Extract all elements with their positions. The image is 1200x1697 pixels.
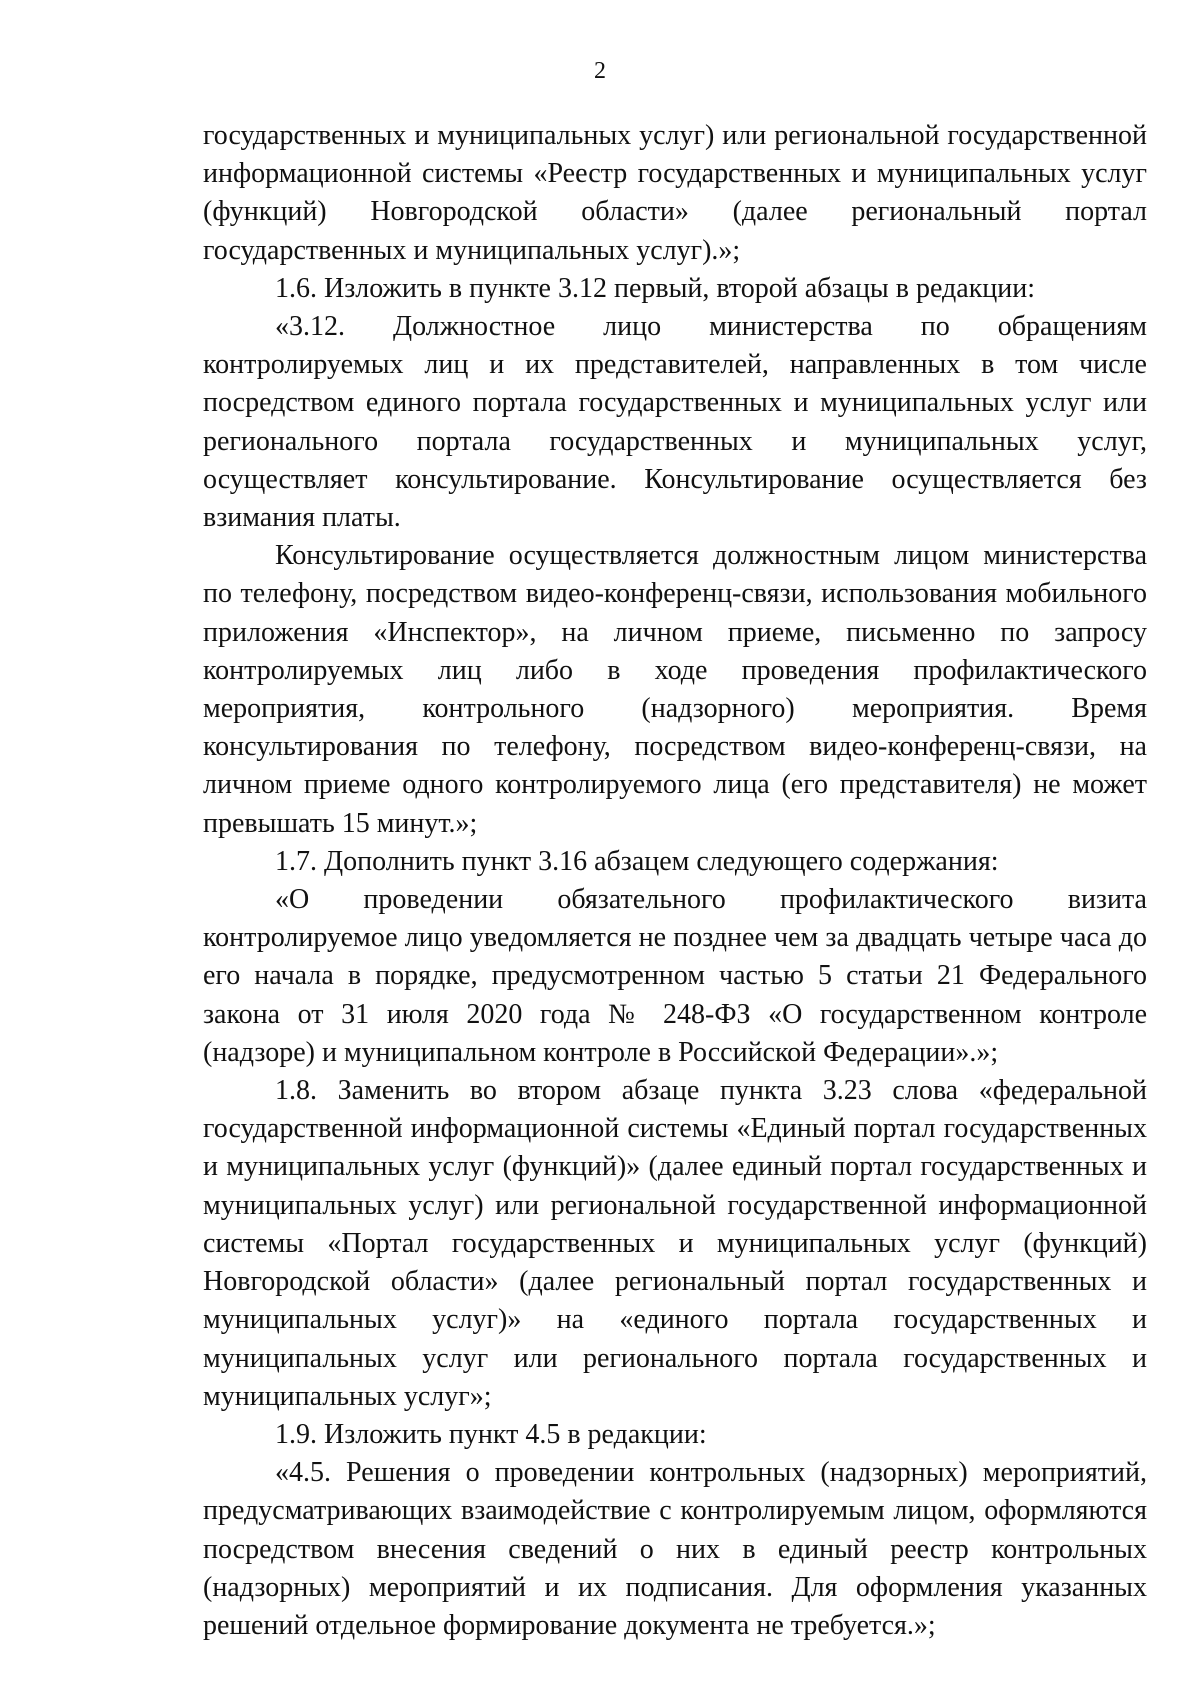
paragraph-consulting: Консультирование осуществляется должностным лицом министерства по телефону, посредством видео-конференц-связи, использования мобильного приложения «Инспектор», на личном приеме, письменно по запросу контролируемых лиц либо в ходе проведения профилактического мероприятия, контрольного (надзорного) мероприятия. Время консультирования по телефону, посредством видео-конференц-связи, на личном приеме одного контролируемого лица (его представителя) не может превышать 15 минут.»; — [203, 540, 1147, 839]
paragraph-item-1-7: 1.7. Дополнить пункт 3.16 абзацем следующего содержания: — [275, 845, 999, 877]
document-body — [203, 117, 1147, 1645]
paragraph-item-1-8: 1.8. Заменить во втором абзаце пункта 3.23 слова «федеральной государственной информационной системы «Единый портал государственных и муниципальных услуг (функций)» (далее единый портал государственных и муниципальных услуг) или региональной государственной информационной системы «Портал государственных и муниципальных услуг (функций) Новгородской области» (далее региональный портал государственных и муниципальных услуг)» на «единого портала государственных и муниципальных услуг или регионального портала государственных и муниципальных услуг»; — [203, 1075, 1147, 1412]
page-number: 2 — [594, 58, 606, 84]
paragraph-continuation: государственных и муниципальных услуг) или региональной государственной информационной системы «Реестр государственных и муниципальных услуг (функций) Новгородской области» (далее региональный портал государственных и муниципальных услуг).»; — [203, 120, 1147, 266]
paragraph-profilactic-visit: «О проведении обязательного профилактического визита контролируемое лицо уведомляется не позднее чем за двадцать четыре часа до его начала в порядке, предусмотренном частью 5 статьи 21 Федерального закона от 31 июля 2020 года № 248-ФЗ «О государственном контроле (надзоре) и муниципальном контроле в Российской Федерации».»; — [203, 884, 1147, 1068]
paragraph-item-1-9: 1.9. Изложить пункт 4.5 в редакции: — [275, 1418, 707, 1450]
paragraph-clause-3-12: «3.12. Должностное лицо министерства по обращениям контролируемых лиц и их представителей, направленных в том числе посредством единого портала государственных и муниципальных услуг или регионального портала государственных и муниципальных услуг, осуществляет консультирование. Консультирование осуществляется без взимания платы. — [203, 311, 1147, 534]
paragraph-item-1-6: 1.6. Изложить в пункте 3.12 первый, второй абзацы в редакции: — [275, 272, 1036, 304]
paragraph-clause-4-5: «4.5. Решения о проведении контрольных (надзорных) мероприятий, предусматривающих взаимодействие с контролируемым лицом, оформляются посредством внесения сведений о них в единый реестр контрольных (надзорных) мероприятий и их подписания. Для оформления указанных решений отдельное формирование документа не требуется.»; — [203, 1457, 1147, 1641]
